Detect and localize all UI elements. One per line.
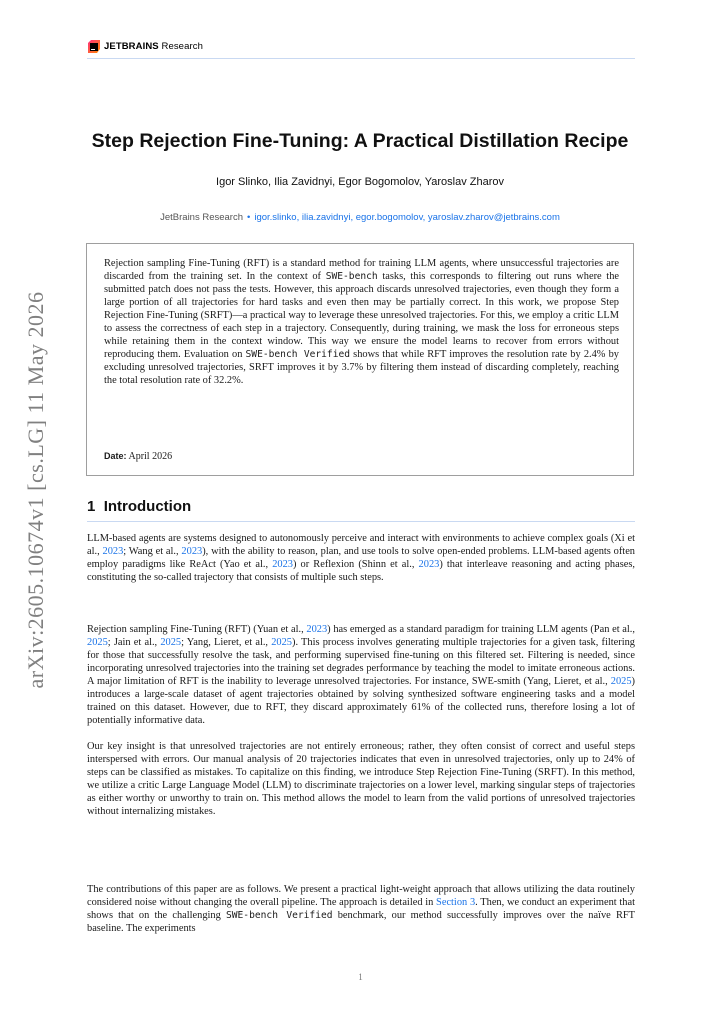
jetbrains-logo-icon — [87, 40, 100, 53]
abstract-text: Rejection sampling Fine-Tuning (RFT) is a standard method for training LLM agents, where unsuccessful trajectories are discarded from the training set. In the context of SWE-bench tasks, this corresponds to filtering out runs where the submitted patch does not pass the tests. However, this approach discards unresolved trajectories, even though they form a large portion of all trajectories for hard tasks and even then may be partially correct. In this work, we propose Step Rejection Fine-Tuning (SRFT)—a practical way to leverage these unresolved trajectories. For this, we employ a critic LLM to assess the correctness of each step in a trajectory. Consequently, during training, we mask the loss for erroneous steps while retaining them in the context window. This way we ensure the model learns to recover from errors without reproducing them. Evaluation on SWE-bench Verified shows that while RFT improves the resolution rate by 2.4% by excluding unresolved trajectories, SRFT improves it by 3.7% by filtering them instead of discarding completely, reaching the total resolution rate of 32.2%. — [104, 258, 619, 386]
section-reference-link[interactable]: Section 3 — [436, 896, 476, 908]
section-number: 1 — [87, 498, 96, 515]
citation-link[interactable]: 2025 — [271, 636, 292, 648]
intro-paragraph-3: Our key insight is that unresolved trajectories are not entirely erroneous; rather, they often consist of correct and useful steps interspersed with errors. Our manual analysis of 20 trajectories indicates that even in unresolved trajectories, only up to 24% of steps can be classified as mistakes. To capitalize on this finding, we introduce Step Rejection Fine-Tuning (SRFT). In this method, we utilize a critic Large Language Model (LLM) to discriminate trajectories on a lower level, marking singular steps of trajectories as either worthy or unworthy to train on. This method allows the model to learn from the valid portions of unresolved trajectories without internalizing mistakes. — [87, 741, 635, 817]
brand-name: JETBRAINS Research — [104, 41, 203, 52]
intro-paragraph-4: The contributions of this paper are as follows. We present a practical light-weight approach that allows utilizing the data routinely considered noise without changing the overall pipeline. The approach is detailed in Section 3. Then, we conduct an experiment that shows that on the challenging SWE-bench Verified benchmark, our method successfully improves over the naïve RFT baseline. The experiments — [87, 884, 636, 934]
citation-link[interactable]: 2025 — [160, 636, 182, 648]
date-line — [104, 451, 172, 462]
citation-link[interactable]: 2023 — [418, 558, 440, 570]
separator-dot: • — [247, 212, 251, 223]
citation-link[interactable]: 2023 — [181, 545, 203, 557]
citation-link[interactable]: 2023 — [102, 545, 124, 557]
citation-link[interactable]: 2023 — [272, 558, 293, 570]
date-value: April 2026 — [128, 451, 173, 462]
citation-link[interactable]: 2023 — [306, 624, 328, 635]
author-list: Igor Slinko, Ilia Zavidnyi, Egor Bogomolov, Yaroslav Zharov — [216, 176, 504, 188]
section-heading-introduction — [87, 498, 635, 522]
citation-link[interactable]: 2025 — [87, 636, 108, 648]
date-label: Date: — [104, 451, 127, 461]
abstract-box — [86, 243, 634, 476]
section-title: Introduction — [103, 498, 192, 515]
paper-title: Step Rejection Fine-Tuning: A Practical Distillation Recipe — [91, 130, 629, 152]
intro-paragraph-1: LLM-based agents are systems designed to autonomously perceive and interact with environments to achieve complex goals (Xi et al., 2023; Wang et al., 2023), with the ability to reason, plan, and use tools to solve open-ended problems. LLM-based agents often employ paradigms like ReAct (Yao et al., 2023) or Reflexion (Shinn et al., 2023) that interleave reasoning and acting phases, constituting the so-called trajectory that consists of multiple such steps. — [87, 533, 635, 583]
intro-paragraph-2: Rejection sampling Fine-Tuning (RFT) (Yuan et al., 2023) has emerged as a standard paradigm for training LLM agents (Pan et al., 2025; Jain et al., 2025; Yang, Lieret, et al., 2025). This process involves generating multiple trajectories for a given task, filtering for those that successfully resolve the task, and performing supervised fine-tuning on this filtered set. Filtering is needed, since incorporating unresolved trajectories into the training set degrades performance by teaching the model to imitate erroneous actions. A major limitation of RFT is the inability to leverage unresolved trajectories. For instance, SWE-smith (Yang, Lieret, et al., 2025) introduces a large-scale dataset of agent trajectories obtained by solving synthesized software engineering tasks and a model trained on this dataset. However, due to RFT, they discard approximately 61% of the collected runs, therefore losing a lot of potentially informative data. — [87, 624, 635, 726]
author-emails-link[interactable]: igor.slinko, ilia.zavidnyi, egor.bogomolov, yaroslav.zharov@jetbrains.com — [254, 212, 560, 223]
citation-link[interactable]: 2025 — [610, 675, 632, 687]
page-header — [87, 38, 635, 59]
affiliation-line — [60, 212, 660, 223]
page-number: 1 — [358, 972, 363, 982]
affiliation-org: JetBrains Research — [160, 212, 244, 223]
